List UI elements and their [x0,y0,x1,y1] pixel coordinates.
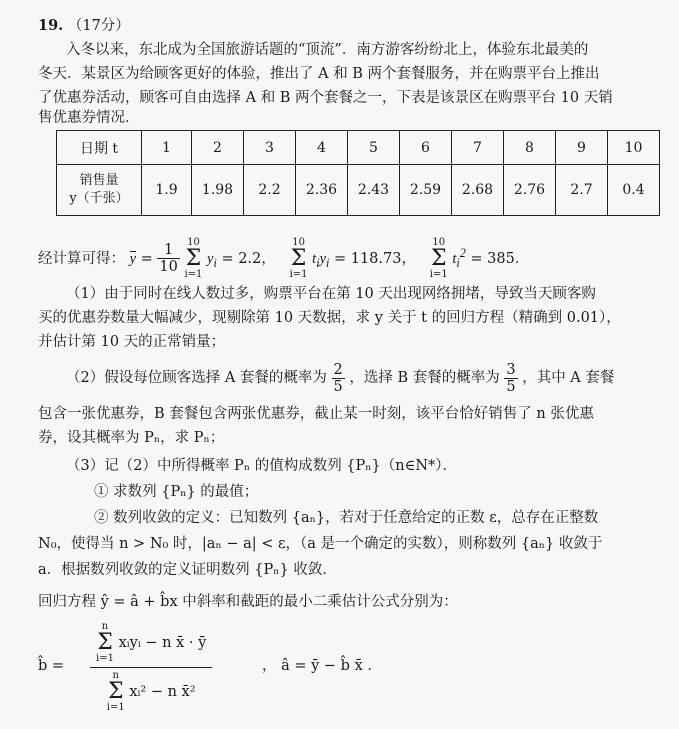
part1-line-3: 并估计第 10 天的正常销量； [38,334,226,350]
part2-line-1: （2）假设每位顾客选择 A 套餐的概率为 $\frac{2}{5}$ ，选择 B 套餐的概率为 $\frac{3}{5}$ ，其中 A 套餐 [66,361,615,395]
part3-sub-2-line-3: a．根据数列收敛的定义证明数列 {Pₙ} 收敛． [38,562,337,578]
part2-line-2: 包含一张优惠券，B 套餐包含两张优惠券，截止某一时刻，该平台恰好销售了 n 张优惠 [38,406,594,422]
part3-sub-2-line-1: ② 数列收敛的定义：已知数列 {aₙ}，若对于任意给定的正数 ε，总存在正整数 [94,510,599,526]
day-cell: 4 [296,131,348,165]
day-cell: 8 [504,131,556,165]
sum-sign: n Σ i=1 [96,621,114,664]
table-row-sales [57,165,660,216]
sum-sign: 10 Σ i=1 [429,236,448,280]
day-cell: 9 [556,131,608,165]
part1-line-2: 买的优惠券数量大幅减少，现剔除第 10 天数据，求 y 关于 t 的回归方程（精确到 0.01）， [38,310,621,326]
intro-line-1: 入冬以来，东北成为全国旅游话题的“顶流”．南方游客纷纷北上，体验东北最美的 [66,42,589,58]
computed-lead: 经计算可得： [38,250,125,267]
sales-cell: 1.9 [142,165,192,216]
row-label-sales [57,165,142,216]
intro-line-3: 了优惠券活动，顾客可自由选择 A 和 B 两个套餐之一，下表是该景区在购票平台 10 天销 [38,90,613,106]
sum-sign: 10 Σ i=1 [184,236,203,280]
day-cell: 6 [400,131,452,165]
part3-line-1: （3）记（2）中所得概率 Pₙ 的值构成数列 {Pₙ}（n∈N*）． [66,458,458,474]
ybar-value: = 2.2， [221,250,276,267]
sales-table [56,130,660,216]
part2-line-3: 券，设其概率为 Pₙ，求 Pₙ； [38,430,225,446]
ybar-fraction: $\frac{1}{10}$ [159,242,178,276]
problem-score: （17分） [67,18,130,34]
sales-cell: 2.2 [244,165,296,216]
b-hat-fraction [90,622,212,713]
sum-sign: 10 Σ i=1 [289,236,308,280]
a-hat-formula: ， â = ȳ − b̂ x̄ ． [262,658,382,674]
problem-number: 19. [38,17,64,34]
day-cell: 2 [192,131,244,165]
sum-sign: n Σ i=1 [106,670,125,713]
sales-cell: 2.68 [452,165,504,216]
tiyi-value: = 118.73， [333,250,416,267]
sales-cell: 1.98 [192,165,244,216]
sales-cell: 2.36 [296,165,348,216]
day-cell: 1 [142,131,192,165]
part3-sub-1: ① 求数列 {Pₙ} 的最值； [94,484,259,500]
day-cell: 3 [244,131,296,165]
problem-header [38,16,130,36]
sales-cell: 2.7 [556,165,608,216]
prob-b-fraction: $\frac{3}{5}$ [506,361,516,395]
b-hat-numerator: n Σ i=1 xᵢyᵢ − n x̄ · ȳ [90,622,212,668]
part1-line-1: （1）由于同时在线人数过多，购票平台在第 10 天出现网络拥堵，导致当天顾客购 [66,286,596,302]
part3-sub-2-line-2: N₀，使得当 n > N₀ 时，|aₙ − a| < ε，（a 是一个确定的实数），则称数列 {aₙ} 收敛于 [38,536,603,552]
computed-sums: 经计算可得： y = $\frac{1}{10}$ 10 Σ i=1 $y_i = 2.2$， 10 Σ i=1 $t_iy_i = 118.73$， 10 Σ i=1 $t_i^2 = 385$． [38,236,530,280]
row-label-sales-line2: y（千张） [69,191,129,206]
day-cell: 10 [608,131,660,165]
regression-line: 回归方程 ŷ = â + b̂x 中斜率和截距的最小二乘估计公式分别为： [38,594,458,610]
table-row-days [57,131,660,165]
day-cell: 7 [452,131,504,165]
row-label-date: 日期 t [57,131,142,165]
intro-line-2: 冬天．某景区为给顾客更好的体验，推出了 A 和 B 两个套餐服务，并在购票平台上推出 [38,66,600,82]
sales-cell: 2.59 [400,165,452,216]
sales-cell: 0.4 [608,165,660,216]
b-hat-denominator: n Σ i=1 xᵢ² − n x̄² [106,670,196,713]
sales-cell: 2.76 [504,165,556,216]
row-label-sales-line1: 销售量 [79,173,119,188]
sales-cell: 2.43 [348,165,400,216]
ybar-symbol: y [129,250,137,267]
intro-line-4: 售优惠券情况． [38,110,140,126]
b-hat-label: b̂ = [38,658,65,674]
prob-a-fraction: $\frac{2}{5}$ [333,361,343,395]
day-cell: 5 [348,131,400,165]
ti2-value: = 385． [470,250,530,267]
